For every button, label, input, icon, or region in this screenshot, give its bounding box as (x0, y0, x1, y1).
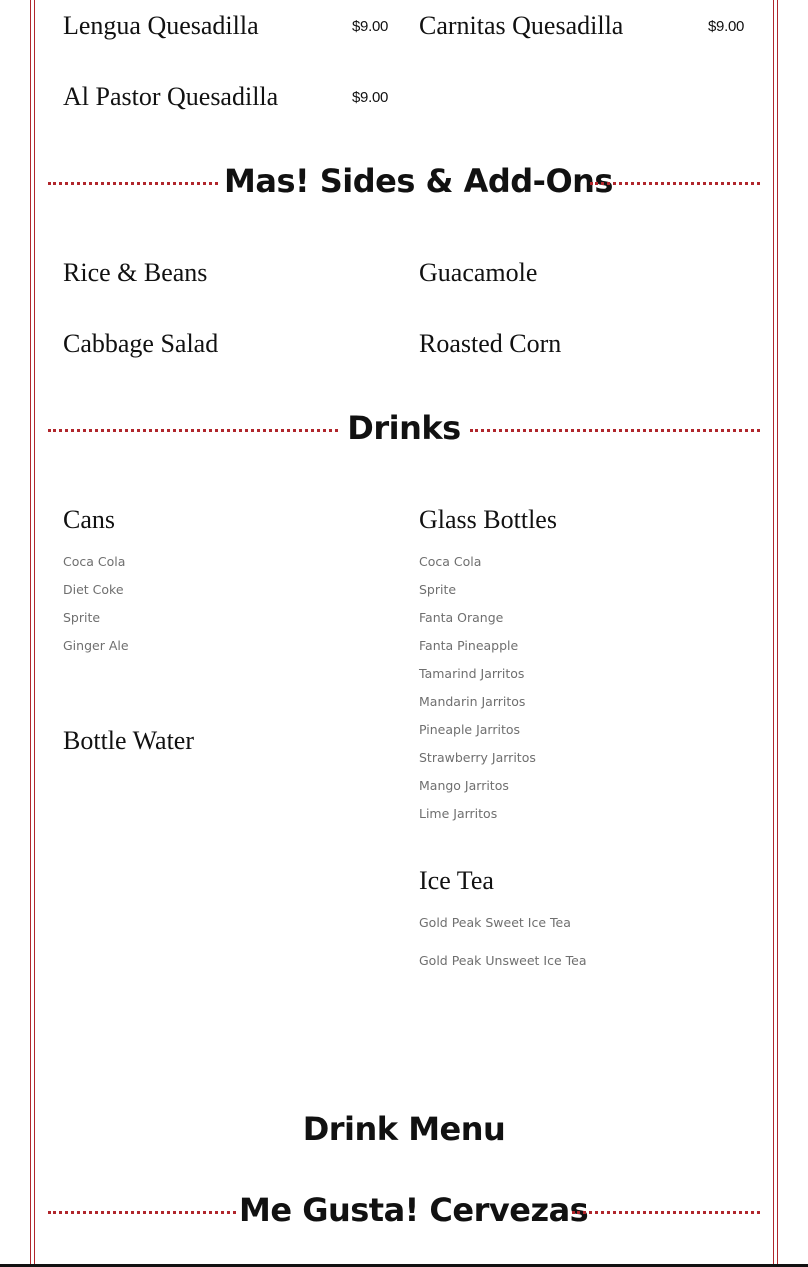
divider-dots-right (572, 1211, 760, 1214)
side-item: Roasted Corn (419, 329, 562, 358)
menu-item-name: Lengua Quesadilla (63, 11, 259, 40)
category-title-bottle-water: Bottle Water (63, 726, 195, 755)
side-item: Guacamole (419, 258, 538, 287)
drink-item: Mandarin Jarritos (419, 694, 526, 709)
drink-menu-title: Drink Menu (302, 1110, 506, 1148)
frame-line-left-inner (34, 0, 35, 1264)
frame-line-right-outer (777, 0, 778, 1264)
drink-item: Coca Cola (63, 554, 126, 569)
frame-line-right-inner (773, 0, 774, 1264)
menu-item-name: Carnitas Quesadilla (419, 11, 624, 40)
drink-item: Fanta Pineapple (419, 638, 519, 653)
drink-item: Sprite (63, 610, 101, 625)
drink-item: Mango Jarritos (419, 778, 509, 793)
divider-dots-right (470, 429, 760, 432)
drink-item: Sprite (419, 582, 457, 597)
drink-item: Pineaple Jarritos (419, 722, 521, 737)
drink-item: Lime Jarritos (419, 806, 498, 821)
divider-dots-left (48, 1211, 236, 1214)
side-item: Cabbage Salad (63, 329, 219, 358)
menu-item-price: $9.00 (352, 18, 389, 35)
drink-item: Ginger Ale (63, 638, 129, 653)
drink-item: Diet Coke (63, 582, 124, 597)
drink-item: Gold Peak Sweet Ice Tea (419, 915, 571, 930)
section-title-cervezas: Me Gusta! Cervezas (239, 1191, 589, 1229)
side-item: Rice & Beans (63, 258, 208, 287)
drink-item: Tamarind Jarritos (419, 666, 525, 681)
drink-item: Strawberry Jarritos (419, 750, 536, 765)
section-title-sides: Mas! Sides & Add-Ons (224, 162, 613, 200)
category-title-glass-bottles: Glass Bottles (419, 505, 557, 534)
menu-item-price: $9.00 (352, 89, 389, 106)
category-title-cans: Cans (63, 505, 115, 534)
drink-item: Fanta Orange (419, 610, 504, 625)
drink-item: Coca Cola (419, 554, 482, 569)
menu-item-price: $9.00 (708, 18, 745, 35)
frame-line-left-outer (30, 0, 31, 1264)
drink-item: Gold Peak Unsweet Ice Tea (419, 953, 587, 968)
divider-dots-left (48, 429, 338, 432)
divider-dots-right (590, 182, 760, 185)
category-title-ice-tea: Ice Tea (419, 866, 494, 895)
divider-dots-left (48, 182, 218, 185)
section-title-drinks: Drinks (347, 409, 461, 447)
menu-item-name: Al Pastor Quesadilla (63, 82, 279, 111)
